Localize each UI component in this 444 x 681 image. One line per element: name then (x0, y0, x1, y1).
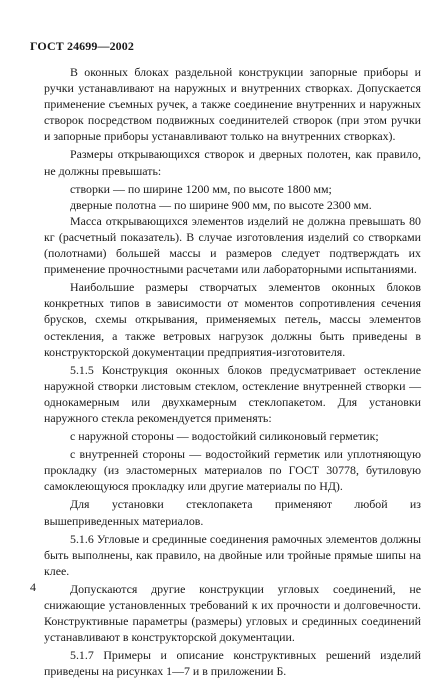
paragraph: Допускаются другие конструкции угловых соединений, не снижающие установленных требований к их прочности и долговечности. Конструктивные параметры (размеры) угловых и срединных соединений устанавливают в конструкторской документации. (44, 581, 421, 645)
paragraph: 5.1.5 Конструкция оконных блоков предусматривает остекление наружной створки листовым стеклом, остекление внутренней створки — однокамерным или двухкамерным стеклопакетом. Для установки наружного стекла рекомендуется применять: (44, 362, 421, 425)
paragraph: Наибольшие размеры створчатых элементов оконных блоков конкретных типов в зависимости от моментов сопротивления сечения брусков, схемы открывания, применяемых петель, массы элементов остекления, а также ветровых нагрузок должны быть приведены в конструкторской документации предприятия-изготовителя. (44, 280, 421, 359)
paragraph: 5.1.7 Примеры и описание конструктивных решений изделий приведены на рисунках 1—7 и в приложении Б. (44, 648, 421, 679)
body-text (44, 64, 421, 681)
paragraph: 5.1.6 Угловые и срединные соединения рамочных элементов должны быть выполнены, как правило, на двойные или тройные прямые шипы на клее. (44, 531, 421, 578)
list-line: с наружной стороны — водостойкий силиконовый герметик; (70, 429, 379, 444)
paragraph: Для установки стеклопакета применяют любой из вышеприведенных материалов. (44, 497, 421, 528)
paragraph: Масса открывающихся элементов изделий не должна превышать 80 кг (расчетный показатель). В случае изготовления изделий со створками (полотнами) большей массы и размеров следует подтверждать их применение прочностными расчетами или лабораторными испытаниями. (44, 213, 421, 277)
paragraph: Размеры открывающихся створок и дверных полотен, как правило, не должны превышать: (44, 147, 421, 178)
list-line: с внутренней стороны — водостойкий герметик или уплотняющую прокладку (из эластомерных материалов по ГОСТ 30778, бутиловую самоклеющуюся прокладку или другие материалы по НД). (44, 447, 421, 494)
paragraph: В оконных блоках раздельной конструкции запорные приборы и ручки устанавливают на наружных и внутренних створках. Допускается применение съемных ручек, а также соединение внутренних и наружных створок посредством подвижных соединителей створок (при этом ручки и запорные приборы устанавливают только на внутренних створках). (44, 65, 421, 144)
standard-code-header: ГОСТ 24699—2002 (30, 39, 134, 53)
list-line: дверные полотна — по ширине 900 мм, по высоте 2300 мм. (70, 197, 372, 212)
page-number: 4 (30, 580, 36, 594)
list-line: створки — по ширине 1200 мм, по высоте 1800 мм; (70, 181, 332, 196)
